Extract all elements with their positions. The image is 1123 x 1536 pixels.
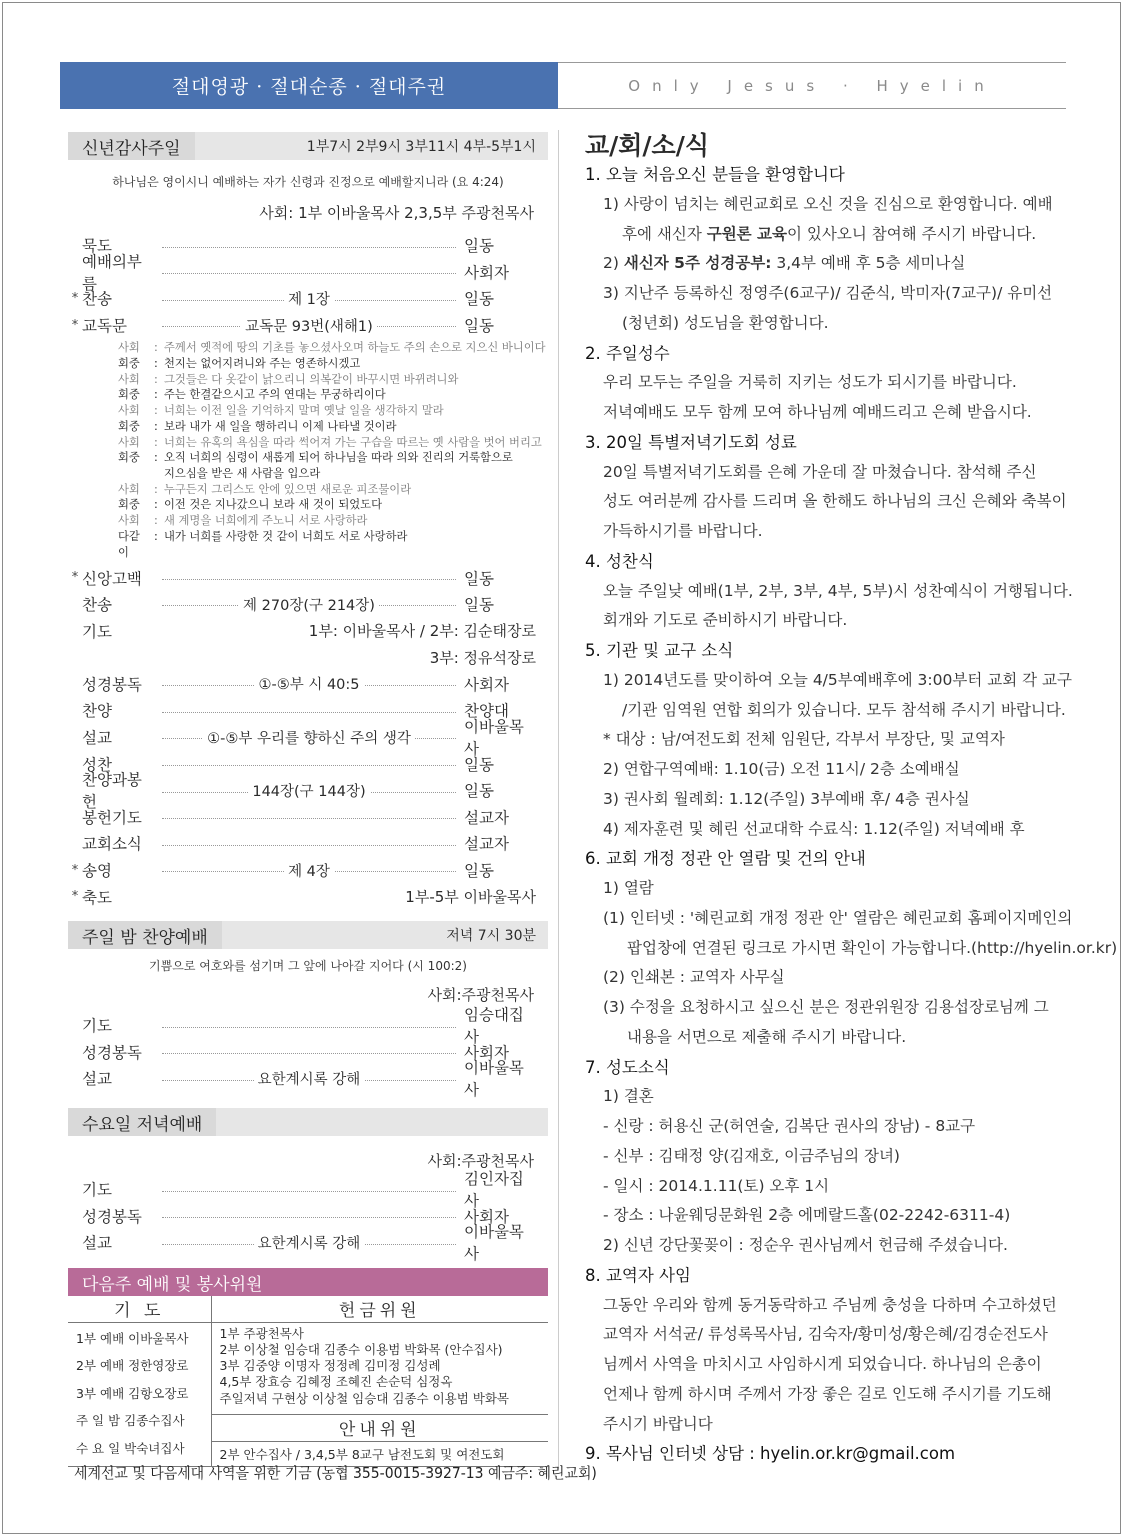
reading-text: 그것들은 다 옷같이 낡으리니 의복같이 바꾸시면 바뀌려니와 <box>164 372 459 386</box>
reading-line <box>118 450 548 466</box>
news-line: 2) 연합구역예배: 1.10(금) 오전 11시/ 2층 소예배실 <box>603 760 960 778</box>
service-item <box>68 564 548 591</box>
reading-speaker: 사회 <box>118 514 140 528</box>
prayer-assignment: 수 요 일 박숙녀집사 <box>76 1440 185 1456</box>
reading-speaker: 다같이 <box>118 529 140 559</box>
news-line: (3) 수정을 요청하시고 싶으신 분은 정관위원장 김용섭장로님께 그 <box>603 998 1049 1016</box>
news-line: /기관 임역원 연합 회의가 있습니다. 모두 참석해 주시기 바랍니다. <box>622 700 1066 719</box>
dotted-leader <box>162 671 456 698</box>
next-week-title: 다음주 예배 및 봉사위원 <box>68 1268 548 1296</box>
required-stand-marker: * <box>71 290 79 306</box>
service-item-label: 기도 <box>82 1017 112 1036</box>
reading-line <box>118 529 548 560</box>
reading-speaker: 회중 <box>118 419 140 433</box>
news-heading: 2. 주일성수 <box>585 343 670 363</box>
dotted-leader <box>162 1039 456 1066</box>
service-item-detail: 제 270장(구 214장) <box>239 594 379 615</box>
required-stand-marker: * <box>71 317 79 333</box>
service-item-label: 설교 <box>82 1070 112 1089</box>
service-item-label: 성경봉독 <box>82 675 142 694</box>
news-emphasis: 구원론 교육 <box>706 224 787 243</box>
news-heading: 3. 20일 특별저녁기도회 성료 <box>585 432 797 452</box>
service-item-leader: 3부: 정유석장로 <box>429 648 536 667</box>
wednesday-header <box>68 1108 548 1136</box>
news-line: 그동안 우리와 함께 동거동락하고 주님께 충성을 다하며 수고하셨던 <box>603 1295 1057 1314</box>
service-item-leader: 찬양대 <box>464 702 509 721</box>
night-service <box>68 921 548 1100</box>
service-item-label: 찬양과봉헌 <box>82 771 142 812</box>
service-item-label: 찬송 <box>82 290 112 309</box>
column-divider <box>558 130 559 1470</box>
reading-line <box>118 466 548 482</box>
reading-colon: : <box>154 372 158 386</box>
service-item <box>68 857 548 884</box>
reading-speaker: 사회 <box>118 404 140 418</box>
service-item-leader: 일동 <box>464 862 494 881</box>
news-line <box>585 220 1068 250</box>
reading-colon: : <box>154 341 158 355</box>
offering-assignment: 4,5부 장효승 김혜정 조혜진 손순덕 심정옥 <box>219 1374 453 1390</box>
service-item-leader: 사회자 <box>464 1043 509 1062</box>
next-week-box <box>68 1268 548 1467</box>
reading-speaker: 회중 <box>118 451 140 465</box>
reading-line <box>118 482 548 498</box>
news-line: 언제나 함께 하시며 주께서 가장 좋은 길로 인도해 주시기를 기도해 <box>603 1384 1052 1403</box>
night-header <box>68 921 548 949</box>
reading-speaker: 사회 <box>118 372 140 386</box>
service-item-leader: 설교자 <box>464 835 509 854</box>
required-stand-marker: * <box>71 570 79 586</box>
service-item <box>68 591 548 618</box>
usher-list: 2부 안수집사 / 3,4,5부 8교구 남전도회 및 여전도회 <box>211 1442 548 1467</box>
news-line: 가득하시기를 바랍니다. <box>603 522 763 540</box>
news-line: 님께서 사역을 마치시고 사임하시게 되었습니다. 하나님의 은총이 <box>603 1355 1042 1373</box>
service-item-label: 봉헌기도 <box>82 808 142 827</box>
news-line: 회개와 기도로 준비하시기 바랍니다. <box>603 611 848 630</box>
reading-text: 주께서 옛적에 땅의 기초를 놓으셨사오며 하늘도 주의 손으로 지으신 바니이다 <box>164 341 546 355</box>
prayer-assignment: 주 일 밤 김종수집사 <box>76 1413 185 1428</box>
reading-line <box>118 513 548 529</box>
reading-speaker <box>118 466 150 482</box>
reading-colon <box>154 466 164 482</box>
news-title: 교/회/소/식 <box>585 131 709 160</box>
prayer-assignment: 2부 예배 정한영장로 <box>76 1358 189 1373</box>
reading-line <box>118 356 548 372</box>
news-line: (청년회) 성도님을 환영합니다. <box>622 313 829 332</box>
service-item-detail: 요한계시록 강해 <box>254 1232 365 1253</box>
dotted-leader <box>162 777 456 804</box>
motto-banner <box>558 62 1066 109</box>
service-item <box>68 252 548 293</box>
reading-text: 누구든지 그리스도 안에 있으면 새로운 피조물이라 <box>164 482 412 496</box>
reading-text: 너희는 유혹의 욕심을 따라 썩어져 가는 구습을 따르는 옛 사람을 벗어 버리고 <box>164 435 542 449</box>
reading-text: 너희는 이전 일을 기억하지 말며 옛날 일을 생각하지 말라 <box>164 404 444 418</box>
sunday-times: 1부7시 2부9시 3부11시 4부-5부1시 <box>306 139 536 155</box>
news-line: 2) 신년 강단꽃꽂이 : 정순우 권사님께서 헌금해 주셨습니다. <box>603 1236 1008 1254</box>
service-item-leader: 사회자 <box>464 675 509 694</box>
service-item-leader: 1부: 이바울목사 / 2부: 김순태장로 <box>308 622 536 641</box>
service-item <box>68 883 548 910</box>
service-item-leader: 일동 <box>464 290 494 309</box>
service-item <box>68 617 548 644</box>
news-line: 오늘 주일낮 예배(1부, 2부, 3부, 4부, 5부)시 성찬예식이 거행됩니다. <box>603 581 1073 600</box>
church-news <box>585 126 1118 1469</box>
night-verse: 기쁨으로 여호와를 섬기며 그 앞에 나아갈 지어다 (시 100:2) <box>149 959 467 973</box>
news-line: (2) 인쇄본 : 교역자 사무실 <box>603 968 785 987</box>
service-item-label: 찬송 <box>82 596 112 615</box>
prayer-assignment: 3부 예배 김항오장로 <box>76 1385 189 1401</box>
news-line: 20일 특별저녁기도회를 은혜 가운데 잘 마쳤습니다. 참석해 주신 <box>603 462 1037 481</box>
news-emphasis: 새신자 5주 성경공부: <box>623 254 772 273</box>
reading-text: 이전 것은 지나갔으니 보라 새 것이 되었도다 <box>164 498 382 512</box>
wednesday-order <box>68 1170 548 1264</box>
service-item-leader: 사회자 <box>464 1207 509 1226</box>
news-line: 성도 여러분께 감사를 드리며 올 한해도 하나님의 크신 은혜와 축복이 <box>603 492 1067 511</box>
reading-line <box>118 435 548 451</box>
service-item-label: 신앙고백 <box>82 569 142 588</box>
service-item <box>68 1059 548 1100</box>
reading-line <box>118 387 548 403</box>
prayer-list <box>68 1322 211 1467</box>
news-text: 3,4부 예배 후 5층 세미나실 <box>771 254 966 273</box>
service-item-leader: 사회자 <box>464 263 509 282</box>
service-item <box>68 312 548 339</box>
news-heading: 4. 성찬식 <box>585 551 654 571</box>
wednesday-title: 수요일 저녁예배 <box>68 1108 216 1136</box>
dotted-leader <box>162 259 456 286</box>
prayer-assignment: 1부 예배 이바울목사 <box>76 1330 189 1346</box>
service-item-leader: 김인자집사 <box>464 1170 524 1211</box>
dotted-leader <box>162 591 456 618</box>
news-text: 이 있사오니 참여해 주시기 바랍니다. <box>787 224 1037 243</box>
reading-colon: : <box>154 529 158 543</box>
reading-colon: : <box>154 404 158 418</box>
reading-colon: : <box>154 357 158 371</box>
service-item-label: 기도 <box>82 622 112 641</box>
news-line: - 일시 : 2014.1.11(토) 오후 1시 <box>603 1176 830 1195</box>
offering-assignment: 2부 이상철 임승대 김종수 이용범 박화목 (안수집사) <box>219 1341 503 1357</box>
dotted-leader <box>162 1065 456 1092</box>
news-line: 3) 지난주 등록하신 정영주(6교구)/ 김준식, 박미자(7교구)/ 유미선 <box>603 284 1053 302</box>
service-item <box>68 1170 548 1211</box>
sunday-title: 신년감사주일 <box>68 132 195 160</box>
service-item-detail: 제 4장 <box>284 860 334 881</box>
reading-speaker: 회중 <box>118 357 140 371</box>
news-line: 1) 사랑이 넘치는 혜린교회로 오신 것을 진심으로 환영합니다. 예배 <box>603 194 1053 213</box>
dotted-leader <box>162 232 456 259</box>
news-line: 4) 제자훈련 및 혜린 선교대학 수료식: 1.12(주일) 저녁예배 후 <box>603 819 1025 838</box>
news-line: 교역자 서석균/ 류성록목사님, 김숙자/황미성/황은혜/김경순전도사 <box>603 1325 1048 1344</box>
service-item-detail: 제 1장 <box>284 288 334 309</box>
service-item-label: 예배의부름 <box>82 252 142 293</box>
dotted-leader <box>162 750 456 777</box>
service-item-leader: 이바울목사 <box>464 1223 524 1264</box>
reading-text: 주는 한결같으시고 주의 연대는 무궁하리이다 <box>164 388 386 402</box>
night-time: 저녁 7시 30분 <box>446 928 536 944</box>
sunday-service <box>68 132 548 910</box>
news-heading: 5. 기관 및 교구 소식 <box>585 641 734 660</box>
news-body <box>585 160 1118 1469</box>
slogan: 절대영광 · 절대순종 · 절대주권 <box>171 76 447 98</box>
service-item-label: 송영 <box>82 862 112 881</box>
news-line: * 대상 : 남/여전도회 전체 임원단, 각부서 부장단, 및 교역자 <box>603 730 1005 749</box>
service-item <box>68 1223 548 1264</box>
sunday-verse: 하나님은 영이시니 예배하는 자가 신령과 진정으로 예배할지니라 (요 4:24) <box>112 175 504 189</box>
dotted-leader <box>162 1176 456 1203</box>
reading-text: 지으심을 받은 새 사람을 입으라 <box>164 467 321 480</box>
dotted-leader <box>162 312 456 339</box>
wednesday-host: 사회:주광천목사 <box>427 1152 534 1170</box>
news-line <box>585 249 1068 279</box>
service-item <box>68 804 548 831</box>
news-line: - 신부 : 김태정 양(김재호, 이금주님의 장녀) <box>603 1146 900 1165</box>
offering-list <box>211 1322 548 1415</box>
offering-assignment: 주일저녁 구현상 이상철 임승대 김종수 이용범 박화목 <box>219 1390 509 1406</box>
offering-assignment: 1부 주광천목사 <box>219 1325 304 1341</box>
reading-line <box>118 340 548 356</box>
service-item-detail: ①-⑤부 우리를 향하신 주의 생각 <box>203 727 415 748</box>
news-heading: 1. 오늘 처음오신 분들을 환영합니다 <box>585 165 845 184</box>
news-line: 저녁예배도 모두 함께 모여 하나님께 예배드리고 은혜 받읍시다. <box>603 403 1032 421</box>
service-item-leader: 일동 <box>464 237 494 256</box>
reading-speaker: 사회 <box>118 341 140 355</box>
service-item-detail: 교독문 93번(새해1) <box>241 315 377 336</box>
service-item-leader: 일동 <box>464 317 494 336</box>
service-item <box>68 830 548 857</box>
reading-text: 내가 너희를 사랑한 것 같이 너희도 서로 사랑하라 <box>164 529 408 543</box>
usher-header: 안내위원 <box>211 1415 548 1442</box>
reading-speaker: 회중 <box>118 498 140 512</box>
wednesday-service <box>68 1108 548 1264</box>
news-line: - 신랑 : 허용신 군(허연술, 김복단 권사의 장남) - 8교구 <box>603 1117 976 1135</box>
reading-line <box>118 419 548 435</box>
reading-colon: : <box>154 514 158 528</box>
dotted-leader <box>162 285 456 312</box>
service-item-label: 축도 <box>82 888 112 907</box>
service-item-detail: 요한계시록 강해 <box>254 1068 365 1089</box>
news-heading: 6. 교회 개정 정관 안 열람 및 건의 안내 <box>585 849 866 869</box>
reading-colon: : <box>154 451 158 465</box>
news-line: 1) 결혼 <box>603 1087 654 1106</box>
slogan-banner <box>60 62 558 109</box>
reading-colon: : <box>154 419 158 433</box>
service-item-label: 묵도 <box>82 237 112 256</box>
service-item-label: 찬양 <box>82 702 112 721</box>
sunday-host: 사회: 1부 이바울목사 2,3,5부 주광천목사 <box>259 204 534 222</box>
dotted-leader <box>162 1012 456 1039</box>
dotted-leader <box>162 804 456 831</box>
service-item-leader: 설교자 <box>464 808 509 827</box>
required-stand-marker: * <box>71 889 79 905</box>
service-item-leader: 임승대집사 <box>464 1006 524 1047</box>
news-heading: 9. 목사님 인터넷 상담 : hyelin.or.kr@gmail.com <box>585 1444 956 1464</box>
news-line: 팝업창에 연결된 링크로 가시면 확인이 가능합니다.(http://hyelin.or.kr) <box>627 938 1118 957</box>
reading-colon: : <box>154 498 158 512</box>
service-item-leader: 1부-5부 이바울목사 <box>405 888 536 907</box>
service-item <box>68 718 548 759</box>
dotted-leader <box>162 697 456 724</box>
reading-text: 새 계명을 너희에게 주노니 서로 사랑하라 <box>164 514 368 528</box>
service-item <box>68 644 548 671</box>
responsive-reading <box>68 340 548 560</box>
news-line: (1) 인터넷 : '혜린교회 개정 정관 안' 열람은 혜린교회 홈페이지메인의 <box>603 908 1073 927</box>
service-item <box>68 771 548 812</box>
news-line: 내용을 서면으로 제출해 주시기 바랍니다. <box>627 1027 907 1046</box>
news-line: 1) 열람 <box>603 879 654 897</box>
dotted-leader <box>162 1229 456 1256</box>
reading-line <box>118 497 548 513</box>
service-item-label: 성경봉독 <box>82 1207 142 1226</box>
service-item-label: 성경봉독 <box>82 1043 142 1062</box>
motto: Only Jesus · Hyelin <box>628 76 996 95</box>
service-item-leader: 이바울목사 <box>464 718 524 759</box>
night-title: 주일 밤 찬양예배 <box>68 921 222 949</box>
sunday-header <box>68 132 548 160</box>
service-item-leader: 일동 <box>464 569 494 588</box>
dotted-leader <box>162 564 456 591</box>
reading-speaker: 회중 <box>118 388 140 402</box>
news-heading: 7. 성도소식 <box>585 1057 670 1077</box>
news-text: 2) <box>603 254 624 273</box>
order-of-service-a <box>68 232 548 338</box>
dotted-leader <box>162 830 456 857</box>
service-item <box>68 285 548 312</box>
reading-colon: : <box>154 388 158 402</box>
service-item-leader: 일동 <box>464 782 494 801</box>
prayer-header: 기 도 <box>68 1296 211 1322</box>
news-line: 우리 모두는 주일을 거룩히 지키는 성도가 되시기를 바랍니다. <box>603 373 1017 392</box>
service-item-detail: ①-⑤부 시 40:5 <box>254 673 363 694</box>
reading-colon: : <box>154 482 158 496</box>
order-of-service-b <box>68 564 548 910</box>
service-item-detail: 144장(구 144장) <box>248 780 369 801</box>
news-line: 3) 권사회 월례회: 1.12(주일) 3부예배 후/ 4층 권사실 <box>603 789 970 808</box>
news-line: - 장소 : 나윤웨딩문화원 2층 에메랄드홀(02-2242-6311-4) <box>603 1206 1011 1225</box>
service-item <box>68 671 548 698</box>
reading-line <box>118 403 548 419</box>
reading-text: 천지는 없어지려니와 주는 영존하시겠고 <box>164 357 361 371</box>
night-order <box>68 1006 548 1100</box>
service-item-label: 교회소식 <box>82 835 142 854</box>
service-item <box>68 1006 548 1047</box>
required-stand-marker: * <box>71 862 79 878</box>
service-item-leader: 일동 <box>464 596 494 615</box>
news-line: 주시기 바랍니다 <box>603 1414 713 1433</box>
reading-text: 오직 너희의 심령이 새롭게 되어 하나님을 따라 의와 진리의 거룩함으로 <box>164 451 513 465</box>
news-heading: 8. 교역자 사임 <box>585 1265 691 1285</box>
dotted-leader <box>162 1203 456 1230</box>
service-item-label: 설교 <box>82 1234 112 1253</box>
service-item-label: 성찬 <box>82 755 112 774</box>
service-item-leader: 이바울목사 <box>464 1059 524 1100</box>
dotted-leader <box>162 724 456 751</box>
reading-text: 보라 내가 새 일을 행하리니 이제 나타낼 것이라 <box>164 419 397 433</box>
night-host: 사회:주광천목사 <box>427 986 534 1004</box>
news-line: 1) 2014년도를 맞이하여 오늘 4/5부예배후에 3:00부터 교회 각 교구 <box>603 670 1072 689</box>
next-week-table <box>68 1296 548 1467</box>
offering-header: 헌금위원 <box>211 1296 548 1322</box>
service-item-leader: 일동 <box>464 755 494 774</box>
mission-fund-note: 세계선교 및 다음세대 사역을 위한 기금 (농협 355-0015-3927-13 예금주: 혜린교회) <box>74 1464 597 1482</box>
reading-speaker: 사회 <box>118 482 140 496</box>
service-item-label: 기도 <box>82 1181 112 1200</box>
service-item-label: 설교 <box>82 729 112 748</box>
reading-line <box>118 372 548 388</box>
news-text: 후에 새신자 <box>622 224 707 243</box>
service-item-label: 교독문 <box>82 317 127 336</box>
offering-assignment: 3부 김중양 이명자 정정례 김미정 김성례 <box>219 1358 441 1374</box>
reading-colon: : <box>154 435 158 449</box>
reading-speaker: 사회 <box>118 435 140 449</box>
dotted-leader <box>162 857 456 884</box>
